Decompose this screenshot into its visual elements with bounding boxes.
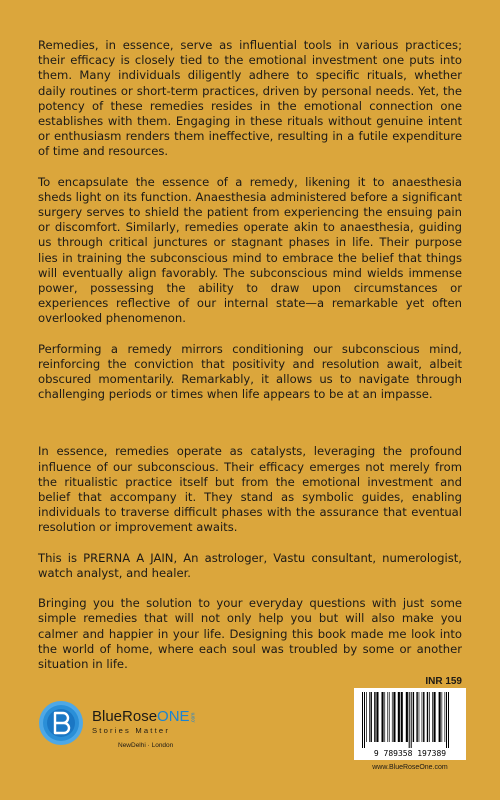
publisher-locations: NewDelhi · London — [118, 742, 174, 749]
blurb-paragraph-4: In essence, remedies operate as catalysts, leveraging the profound influence of our subconscious. Their efficacy emerges not merely from the ritualistic practice itself but from the emotional investment and belief that accompany it. They stand as symbolic guides, enabling individuals to traverse difficult phases with the assurance that eventual resolution or improvement awaits. — [38, 444, 462, 535]
barcode-bars — [360, 692, 460, 748]
blurb-paragraph-1: Remedies, in essence, serve as influential tools in various practices; their efficacy is closely tied to the emotional investment one puts into them. Many individuals diligently adhere to specific rituals, whether daily routines or short-term practices, driven by personal needs. Yet, the potency of these remedies resides in the emotional connection one establishes with them. Engaging in these rituals without genuine intent or enthusiasm renders them ineffective, resulting in a futile expenditure of time and resources. — [38, 38, 462, 159]
bluerose-logo-icon — [38, 700, 84, 746]
publisher-website: www.BlueRoseOne.com — [372, 764, 448, 771]
isbn-number: 9 789358 197389 — [373, 749, 447, 758]
blurb-text — [38, 38, 462, 672]
blurb-paragraph-3: Performing a remedy mirrors conditioning our subconscious mind, reinforcing the conviction that positivity and resolution await, albeit obscured momentarily. Remarkably, it allows us to navigate through challenging periods or times when life appears to be at an impasse. — [38, 341, 462, 402]
blurb-paragraph-2: To encapsulate the essence of a remedy, likening it to anaesthesia sheds light on its function. Anaesthesia administered before a significant surgery serves to shield the patient from experiencing the ensuing pain or discomfort. Similarly, remedies operate akin to anaesthesia, guiding us through critical junctures or stagnant phases in life. Their purpose lies in training the subconscious mind to embrace the belief that things will eventually align favorably. The subconscious mind wields immense power, possessing the ability to draw upon circumstances or experiences reflective of our internal state—a remarkable yet often overlooked phenomenon. — [38, 174, 462, 326]
price-label: INR 159 — [425, 676, 462, 687]
isbn-barcode — [354, 688, 466, 760]
publisher-name-part1: BlueRose — [92, 708, 158, 725]
author-intro: This is PRERNA A JAIN, An astrologer, Vastu consultant, numerologist, watch analyst, and healer. — [38, 550, 462, 580]
blurb-paragraph-6: Bringing you the solution to your everyday questions with just some simple remedies that will not only help you but will also make you calmer and happier in your life. Designing this book made me look into the world of home, where each soul was troubled by some or another situation in life. — [38, 596, 462, 671]
publisher-name-suffix: .com — [189, 712, 196, 724]
publisher-name — [92, 708, 200, 725]
publisher-tagline: Stories Matter — [92, 726, 171, 735]
publisher-name-part2: ONE — [157, 708, 190, 725]
